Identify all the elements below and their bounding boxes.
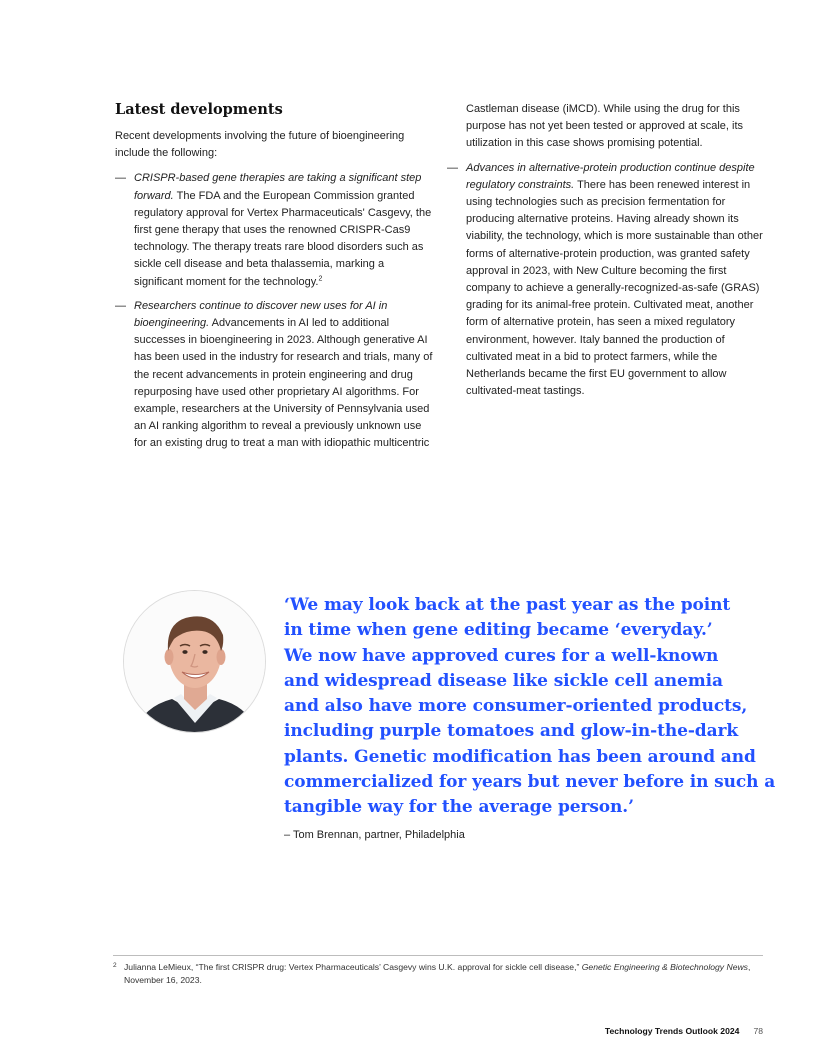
bullet-text: There has been renewed interest in using technologies such as precision fermentation for producing alternative proteins. Having already shown its viability, the technology, which is more sustainable than other forms of alternative-protein production, was granted safety approval in 2023, with New Culture becoming the first company to achieve a generally-recognized-as-safe (GRAS) grading for its animal-free protein. Cultivated meat, another form of alternative protein, has seen a mixed regulatory environment, however. Italy banned the production of cultivated meat in a bid to protect farmers, while the Netherlands became the first EU government to allow cultivated-meat tastings. bbox=[466, 178, 763, 398]
quote-line: We now have approved cures for a well-known bbox=[284, 645, 719, 666]
quote-line: tangible way for the average person.’ bbox=[284, 797, 634, 818]
bullet-lead: CRISPR-based gene therapies are taking a significant step forward. bbox=[134, 172, 422, 202]
bullet-continuation: Castleman disease (iMCD). While using the drug for this purpose has not yet been tested or approved at scale, its utilization in this case shows promising potential. bbox=[466, 103, 744, 150]
right-column bbox=[447, 101, 765, 407]
footnote bbox=[113, 961, 763, 986]
quote-line: and also have more consumer-oriented products, bbox=[284, 696, 748, 717]
footnote-divider bbox=[113, 955, 763, 956]
bullet-alt-protein bbox=[447, 160, 765, 401]
bullet-text: The FDA and the European Commission granted regulatory approval for Vertex Pharmaceuticals' Casgevy, the first gene therapy that uses the renowned CRISPR-Cas9 technology. The therapy treats rare blood disorders such as sickle cell disease and beta thalassemia, marking a significant moment for the technology. bbox=[134, 189, 432, 288]
quote-line: in time when gene editing became ‘everyday.’ bbox=[284, 620, 713, 641]
page-number: 78 bbox=[753, 1026, 763, 1036]
quote-attribution: – Tom Brennan, partner, Philadelphia bbox=[284, 829, 465, 841]
bullet-lead: Researchers continue to discover new uses for AI in bioengineering. bbox=[134, 299, 388, 330]
footnote-citation: Julianna LeMieux, “The first CRISPR drug: Vertex Pharmaceuticals’ Casgevy wins U.K. approval for sickle cell disease,” bbox=[124, 962, 582, 972]
pull-quote bbox=[284, 593, 776, 821]
bullet-lead: Advances in alternative-protein production continue despite regulatory constraints. bbox=[466, 161, 755, 191]
quote-line: ‘We may look back at the past year as the point bbox=[284, 595, 731, 615]
left-column bbox=[115, 101, 433, 460]
footnote-ref[interactable]: 2 bbox=[318, 274, 323, 282]
bullet-body bbox=[134, 298, 433, 453]
bullet-dash: — bbox=[115, 299, 126, 312]
quote-line: and widespread disease like sickle cell anemia bbox=[284, 670, 723, 691]
bullet-text: Advancements in AI led to additional successes in bioengineering in 2023. Although generative AI has been used in the industry for research and trials, many of the recent advancements in protein engineering and drug repurposing have used other proprietary AI algorithms. For example, researchers at the University of Pennsylvania used an AI ranking algorithm to reveal a previously unknown use for an existing drug to treat a man with idiopathic multicentric bbox=[134, 317, 433, 450]
footnote-number: 2 bbox=[113, 962, 117, 969]
bullet-body bbox=[134, 170, 433, 290]
portrait-illustration bbox=[124, 591, 266, 733]
footnote-publication: Genetic Engineering & Biotechnology News bbox=[581, 962, 748, 972]
footnote-text bbox=[124, 961, 763, 986]
section-heading: Latest developments bbox=[115, 101, 283, 118]
intro-paragraph: Recent developments involving the future of bioengineering include the following: bbox=[115, 130, 405, 160]
report-title: Technology Trends Outlook 2024 bbox=[604, 1026, 740, 1036]
quote-line: including purple tomatoes and glow-in-the-dark bbox=[284, 721, 739, 742]
speaker-portrait bbox=[123, 590, 266, 733]
bullet-crispr bbox=[115, 170, 433, 290]
bullet-dash: — bbox=[447, 161, 458, 174]
footnote-date: , November 16, 2023. bbox=[124, 962, 751, 985]
quote-line: commercialized for years but never before in such a bbox=[284, 772, 776, 793]
page-footer bbox=[605, 1025, 763, 1037]
bullet-ai bbox=[115, 298, 433, 453]
bullet-dash: — bbox=[115, 172, 126, 185]
bullet-body bbox=[466, 160, 765, 401]
quote-line: plants. Genetic modification has been around and bbox=[284, 746, 756, 767]
